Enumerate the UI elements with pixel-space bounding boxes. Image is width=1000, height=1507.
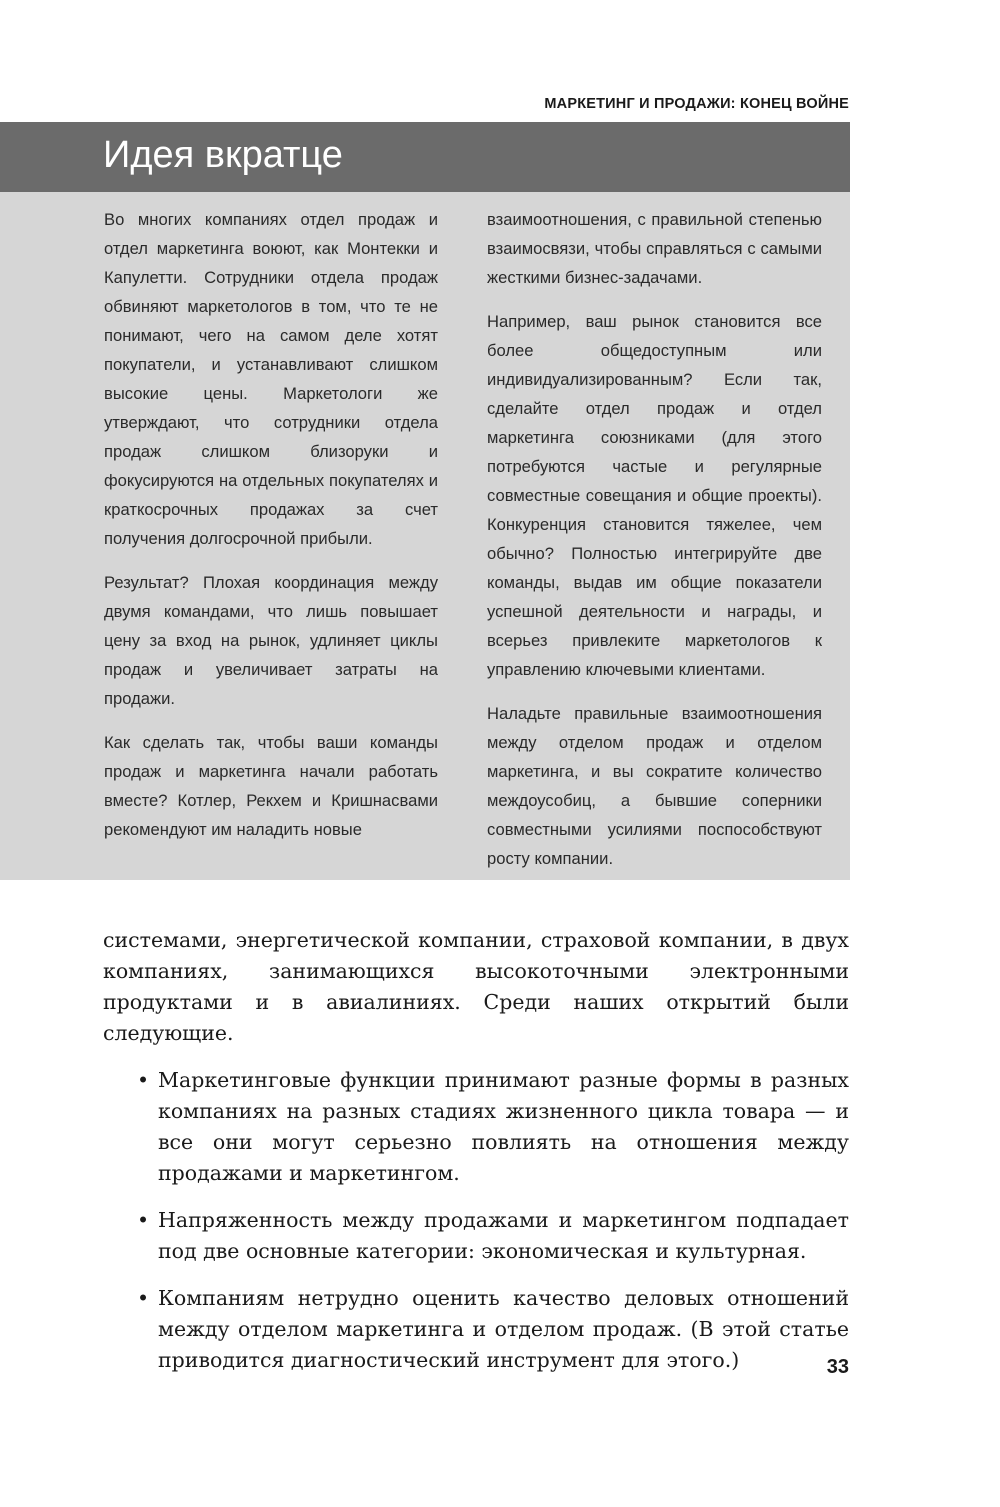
bullet-icon: • bbox=[137, 1286, 150, 1310]
bullet-icon: • bbox=[137, 1068, 150, 1092]
sidebar-paragraph: взаимоотношения, с правильной степенью взаимосвязи, чтобы справляться с самыми жесткими бизнес-задачами. bbox=[487, 210, 822, 287]
body-text bbox=[103, 925, 849, 1392]
sidebar-box bbox=[0, 122, 850, 880]
list-item bbox=[103, 1065, 849, 1189]
sidebar-left-column bbox=[104, 205, 438, 859]
list-item-text: Компаниям нетрудно оценить качество деловых отношений между отделом маркетинга и отделом продаж. (В этой статье приводится диагностический инструмент для этого.) bbox=[158, 1286, 849, 1372]
list-item bbox=[103, 1205, 849, 1267]
sidebar-right-column bbox=[487, 205, 822, 888]
body-paragraph: системами, энергетической компании, страховой компании, в двух компаниях, занимающихся высокоточными электронными продуктами и в авиалиниях. Среди наших открытий были следующие. bbox=[103, 928, 849, 1045]
sidebar-title-bar bbox=[0, 122, 850, 192]
list-item-text: Маркетинговые функции принимают разные формы в разных компаниях на разных стадиях жизненного цикла товара — и все они могут серьезно повлиять на отношения между продажами и маркетингом. bbox=[158, 1068, 849, 1185]
sidebar-paragraph: Результат? Плохая координация между двумя командами, что лишь повышает цену за вход на рынок, удлиняет циклы продаж и увеличивает затраты на продажи. bbox=[104, 573, 438, 708]
list-item-text: Напряженность между продажами и маркетингом подпадает под две основные категории: экономическая и культурная. bbox=[158, 1208, 849, 1263]
list-item bbox=[103, 1283, 849, 1376]
running-head: МАРКЕТИНГ И ПРОДАЖИ: КОНЕЦ ВОЙНЕ bbox=[544, 96, 849, 112]
sidebar-paragraph: Во многих компаниях отдел продаж и отдел маркетинга воюют, как Монтекки и Капулетти. Сотрудники отдела продаж обвиняют маркетологов в том, что те не понимают, чего на самом деле хотят покупатели, и устанавливают слишком высокие цены. Маркетологи же утверждают, что сотрудники отдела продаж слишком близоруки и фокусируются на отдельных покупателях и краткосрочных продажах за счет получения долгосрочной прибыли. bbox=[104, 210, 438, 548]
bullet-list bbox=[103, 1065, 849, 1376]
sidebar-paragraph: Как сделать так, чтобы ваши команды продаж и маркетинга начали работать вместе? Котлер, Рекхем и Кришнасвами рекомендуют им наладить новые bbox=[104, 733, 438, 839]
bullet-icon: • bbox=[137, 1208, 150, 1232]
page-number: 33 bbox=[826, 1356, 849, 1378]
sidebar-paragraph: Например, ваш рынок становится все более общедоступным или индивидуализированным? Если так, сделайте отдел продаж и отдел маркетинга союзниками (для этого потребуются частые и регулярные совместные совещания и общие проекты). Конкуренция становится тяжелее, чем обычно? Полностью интегрируйте две команды, выдав им общие показатели успешной деятельности и награды, и всерьез привлеките маркетологов к управлению ключевыми клиентами. bbox=[487, 312, 822, 679]
sidebar-title: Идея вкратце bbox=[103, 134, 343, 176]
sidebar-paragraph: Наладьте правильные взаимоотношения между отделом продаж и отделом маркетинга, и вы сократите количество междоусобиц, а бывшие соперники совместными усилиями поспособствуют росту компании. bbox=[487, 704, 822, 868]
